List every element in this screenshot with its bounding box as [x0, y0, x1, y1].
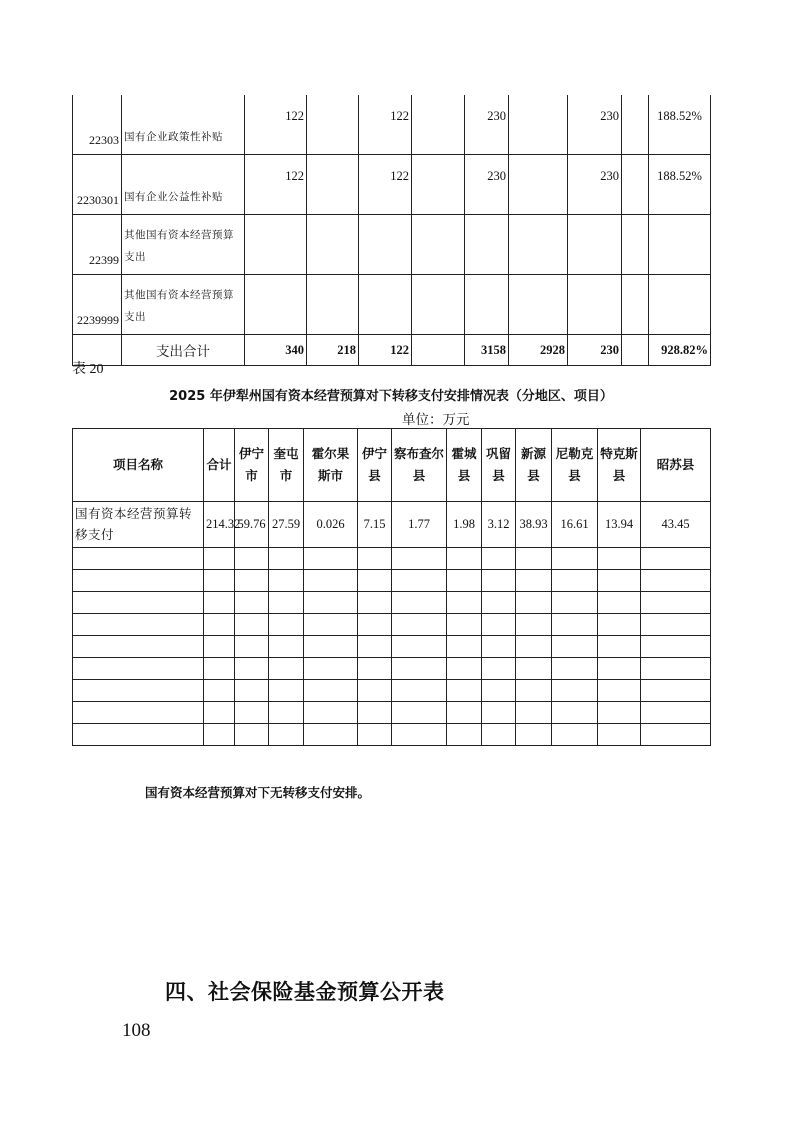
column-header: 奎屯市 — [269, 429, 304, 502]
empty-cell — [73, 614, 204, 636]
value-cell: 122 — [245, 95, 307, 155]
value-cell — [568, 275, 622, 335]
empty-cell — [598, 658, 641, 680]
empty-cell — [73, 680, 204, 702]
empty-cell — [447, 548, 482, 570]
empty-cell — [598, 680, 641, 702]
total-value-cell: 340 — [245, 335, 307, 366]
empty-cell — [304, 680, 358, 702]
column-header: 项目名称 — [73, 429, 204, 502]
empty-cell — [235, 702, 269, 724]
empty-cell — [641, 724, 711, 746]
empty-cell — [552, 680, 598, 702]
empty-cell — [641, 592, 711, 614]
column-header: 察布查尔县 — [392, 429, 447, 502]
empty-cell — [235, 592, 269, 614]
value-cell: 7.15 — [358, 502, 392, 548]
empty-cell — [304, 570, 358, 592]
empty-cell — [304, 592, 358, 614]
empty-row — [73, 614, 711, 636]
value-cell: 3.12 — [482, 502, 516, 548]
subject-name-cell: 其他国有资本经营预算支出 — [122, 275, 245, 335]
value-cell — [412, 275, 465, 335]
value-cell: 1.77 — [392, 502, 447, 548]
empty-cell — [73, 548, 204, 570]
empty-cell — [482, 636, 516, 658]
empty-cell — [641, 548, 711, 570]
percent-cell — [649, 215, 711, 275]
empty-cell — [641, 658, 711, 680]
value-cell — [412, 215, 465, 275]
empty-cell — [482, 614, 516, 636]
empty-cell — [392, 658, 447, 680]
empty-row — [73, 548, 711, 570]
value-cell: 214.32 — [204, 502, 235, 548]
total-row — [73, 335, 711, 366]
subject-code-cell: 2239999 — [73, 275, 122, 335]
subject-code-cell: 22399 — [73, 215, 122, 275]
total-value-cell — [412, 335, 465, 366]
empty-cell — [204, 570, 235, 592]
total-value-cell: 122 — [359, 335, 412, 366]
empty-cell — [269, 614, 304, 636]
value-cell: 230 — [465, 155, 509, 215]
empty-cell — [516, 592, 552, 614]
value-cell: 0.026 — [304, 502, 358, 548]
value-cell — [307, 155, 359, 215]
empty-cell — [204, 548, 235, 570]
empty-cell — [516, 548, 552, 570]
empty-cell — [358, 592, 392, 614]
value-cell: 27.59 — [269, 502, 304, 548]
empty-cell — [358, 724, 392, 746]
value-cell: 43.45 — [641, 502, 711, 548]
table-row — [73, 155, 711, 215]
empty-cell — [598, 702, 641, 724]
empty-cell — [73, 636, 204, 658]
column-header: 昭苏县 — [641, 429, 711, 502]
value-cell — [465, 275, 509, 335]
empty-cell — [358, 658, 392, 680]
empty-cell — [392, 548, 447, 570]
value-cell — [622, 95, 649, 155]
empty-cell — [392, 702, 447, 724]
empty-cell — [73, 570, 204, 592]
value-cell: 122 — [359, 155, 412, 215]
empty-cell — [482, 548, 516, 570]
value-cell: 59.76 — [235, 502, 269, 548]
percent-cell: 188.52% — [649, 95, 711, 155]
subject-code-cell: 2230301 — [73, 155, 122, 215]
empty-cell — [269, 592, 304, 614]
empty-cell — [235, 724, 269, 746]
table-unit: 单位：万元 — [402, 412, 470, 427]
value-cell — [307, 215, 359, 275]
value-cell — [307, 275, 359, 335]
empty-cell — [641, 702, 711, 724]
empty-cell — [482, 724, 516, 746]
subject-name-cell: 国有企业政策性补贴 — [122, 95, 245, 155]
value-cell — [412, 155, 465, 215]
column-header: 特克斯县 — [598, 429, 641, 502]
empty-cell — [552, 724, 598, 746]
table-row — [73, 95, 711, 155]
value-cell: 230 — [465, 95, 509, 155]
empty-cell — [447, 702, 482, 724]
empty-cell — [516, 724, 552, 746]
empty-cell — [516, 680, 552, 702]
empty-row — [73, 592, 711, 614]
value-cell: 122 — [359, 95, 412, 155]
empty-cell — [304, 548, 358, 570]
value-cell — [509, 155, 568, 215]
column-header: 新源县 — [516, 429, 552, 502]
column-header: 合计 — [204, 429, 235, 502]
empty-cell — [204, 702, 235, 724]
total-value-cell: 2928 — [509, 335, 568, 366]
empty-cell — [482, 702, 516, 724]
value-cell — [509, 215, 568, 275]
percent-cell: 188.52% — [649, 155, 711, 215]
empty-cell — [598, 614, 641, 636]
value-cell — [359, 215, 412, 275]
total-label: 支出合计 — [122, 335, 245, 366]
empty-cell — [73, 592, 204, 614]
percent-cell — [649, 275, 711, 335]
empty-cell — [235, 680, 269, 702]
empty-cell — [552, 636, 598, 658]
empty-cell — [552, 658, 598, 680]
value-cell: 230 — [568, 95, 622, 155]
empty-cell — [235, 658, 269, 680]
empty-cell — [641, 570, 711, 592]
empty-cell — [358, 548, 392, 570]
value-cell — [359, 275, 412, 335]
empty-cell — [269, 658, 304, 680]
total-value-cell: 218 — [307, 335, 359, 366]
empty-cell — [516, 636, 552, 658]
empty-cell — [598, 570, 641, 592]
empty-row — [73, 680, 711, 702]
empty-row — [73, 702, 711, 724]
empty-cell — [235, 614, 269, 636]
value-cell: 230 — [568, 155, 622, 215]
column-header: 伊宁市 — [235, 429, 269, 502]
subject-name-cell: 其他国有资本经营预算支出 — [122, 215, 245, 275]
empty-cell — [447, 592, 482, 614]
empty-cell — [447, 614, 482, 636]
empty-cell — [358, 570, 392, 592]
empty-cell — [358, 636, 392, 658]
empty-cell — [447, 570, 482, 592]
project-name-cell: 国有资本经营预算转移支付 — [73, 502, 204, 548]
empty-cell — [447, 658, 482, 680]
empty-cell — [392, 614, 447, 636]
empty-cell — [516, 614, 552, 636]
empty-cell — [73, 658, 204, 680]
empty-cell — [269, 680, 304, 702]
subject-name-cell: 国有企业公益性补贴 — [122, 155, 245, 215]
empty-cell — [516, 570, 552, 592]
value-cell — [412, 95, 465, 155]
empty-row — [73, 636, 711, 658]
empty-cell — [392, 636, 447, 658]
empty-cell — [304, 702, 358, 724]
table-number-label: 表 20 — [72, 362, 104, 377]
value-cell: 38.93 — [516, 502, 552, 548]
total-value-cell: 3158 — [465, 335, 509, 366]
empty-cell — [516, 702, 552, 724]
empty-cell — [392, 724, 447, 746]
table-row — [73, 275, 711, 335]
empty-cell — [304, 658, 358, 680]
total-percent-cell: 928.82% — [649, 335, 711, 366]
empty-cell — [482, 680, 516, 702]
empty-cell — [235, 570, 269, 592]
page-number: 108 — [122, 1020, 151, 1041]
value-cell: 13.94 — [598, 502, 641, 548]
value-cell — [622, 275, 649, 335]
empty-cell — [304, 614, 358, 636]
table-title: 2025 年伊犁州国有资本经营预算对下转移支付安排情况表（分地区、项目） — [169, 389, 613, 404]
value-cell: 122 — [245, 155, 307, 215]
empty-cell — [358, 680, 392, 702]
value-cell: 1.98 — [447, 502, 482, 548]
empty-cell — [358, 702, 392, 724]
table-row — [73, 215, 711, 275]
empty-cell — [392, 680, 447, 702]
empty-cell — [552, 548, 598, 570]
subject-code-cell: 22303 — [73, 95, 122, 155]
empty-cell — [598, 636, 641, 658]
column-header: 霍城县 — [447, 429, 482, 502]
empty-cell — [598, 592, 641, 614]
empty-cell — [204, 680, 235, 702]
empty-cell — [552, 592, 598, 614]
empty-cell — [392, 592, 447, 614]
empty-row — [73, 724, 711, 746]
empty-cell — [304, 724, 358, 746]
empty-cell — [235, 548, 269, 570]
empty-cell — [641, 680, 711, 702]
empty-cell — [447, 724, 482, 746]
value-cell — [509, 275, 568, 335]
empty-cell — [447, 680, 482, 702]
empty-cell — [204, 592, 235, 614]
value-cell — [307, 95, 359, 155]
empty-cell — [73, 724, 204, 746]
empty-cell — [204, 658, 235, 680]
empty-cell — [482, 592, 516, 614]
empty-cell — [235, 636, 269, 658]
empty-cell — [269, 570, 304, 592]
value-cell: 16.61 — [552, 502, 598, 548]
empty-cell — [204, 724, 235, 746]
column-header: 霍尔果斯市 — [304, 429, 358, 502]
empty-cell — [598, 724, 641, 746]
empty-row — [73, 658, 711, 680]
value-cell — [465, 215, 509, 275]
section-heading: 四、社会保险基金预算公开表 — [165, 980, 445, 1004]
empty-cell — [204, 636, 235, 658]
empty-cell — [73, 702, 204, 724]
value-cell — [568, 215, 622, 275]
empty-cell — [516, 658, 552, 680]
empty-cell — [269, 636, 304, 658]
expenditure-table — [72, 95, 711, 366]
note-text: 国有资本经营预算对下无转移支付安排。 — [145, 785, 371, 800]
empty-cell — [482, 658, 516, 680]
value-cell — [622, 215, 649, 275]
empty-row — [73, 570, 711, 592]
empty-cell — [552, 570, 598, 592]
header-row — [73, 429, 711, 502]
empty-cell — [482, 570, 516, 592]
empty-cell — [552, 614, 598, 636]
empty-cell — [269, 548, 304, 570]
empty-cell — [392, 570, 447, 592]
value-cell — [245, 275, 307, 335]
value-cell — [509, 95, 568, 155]
empty-cell — [598, 548, 641, 570]
value-cell — [245, 215, 307, 275]
empty-cell — [641, 614, 711, 636]
empty-cell — [552, 702, 598, 724]
empty-cell — [447, 636, 482, 658]
transfer-payment-table — [72, 428, 711, 746]
total-value-cell: 230 — [568, 335, 622, 366]
empty-cell — [641, 636, 711, 658]
total-value-cell — [622, 335, 649, 366]
empty-cell — [304, 636, 358, 658]
table-row — [73, 502, 711, 548]
column-header: 尼勒克县 — [552, 429, 598, 502]
column-header: 伊宁县 — [358, 429, 392, 502]
column-header: 巩留县 — [482, 429, 516, 502]
empty-cell — [269, 724, 304, 746]
value-cell — [622, 155, 649, 215]
empty-cell — [204, 614, 235, 636]
empty-cell — [358, 614, 392, 636]
empty-cell — [269, 702, 304, 724]
